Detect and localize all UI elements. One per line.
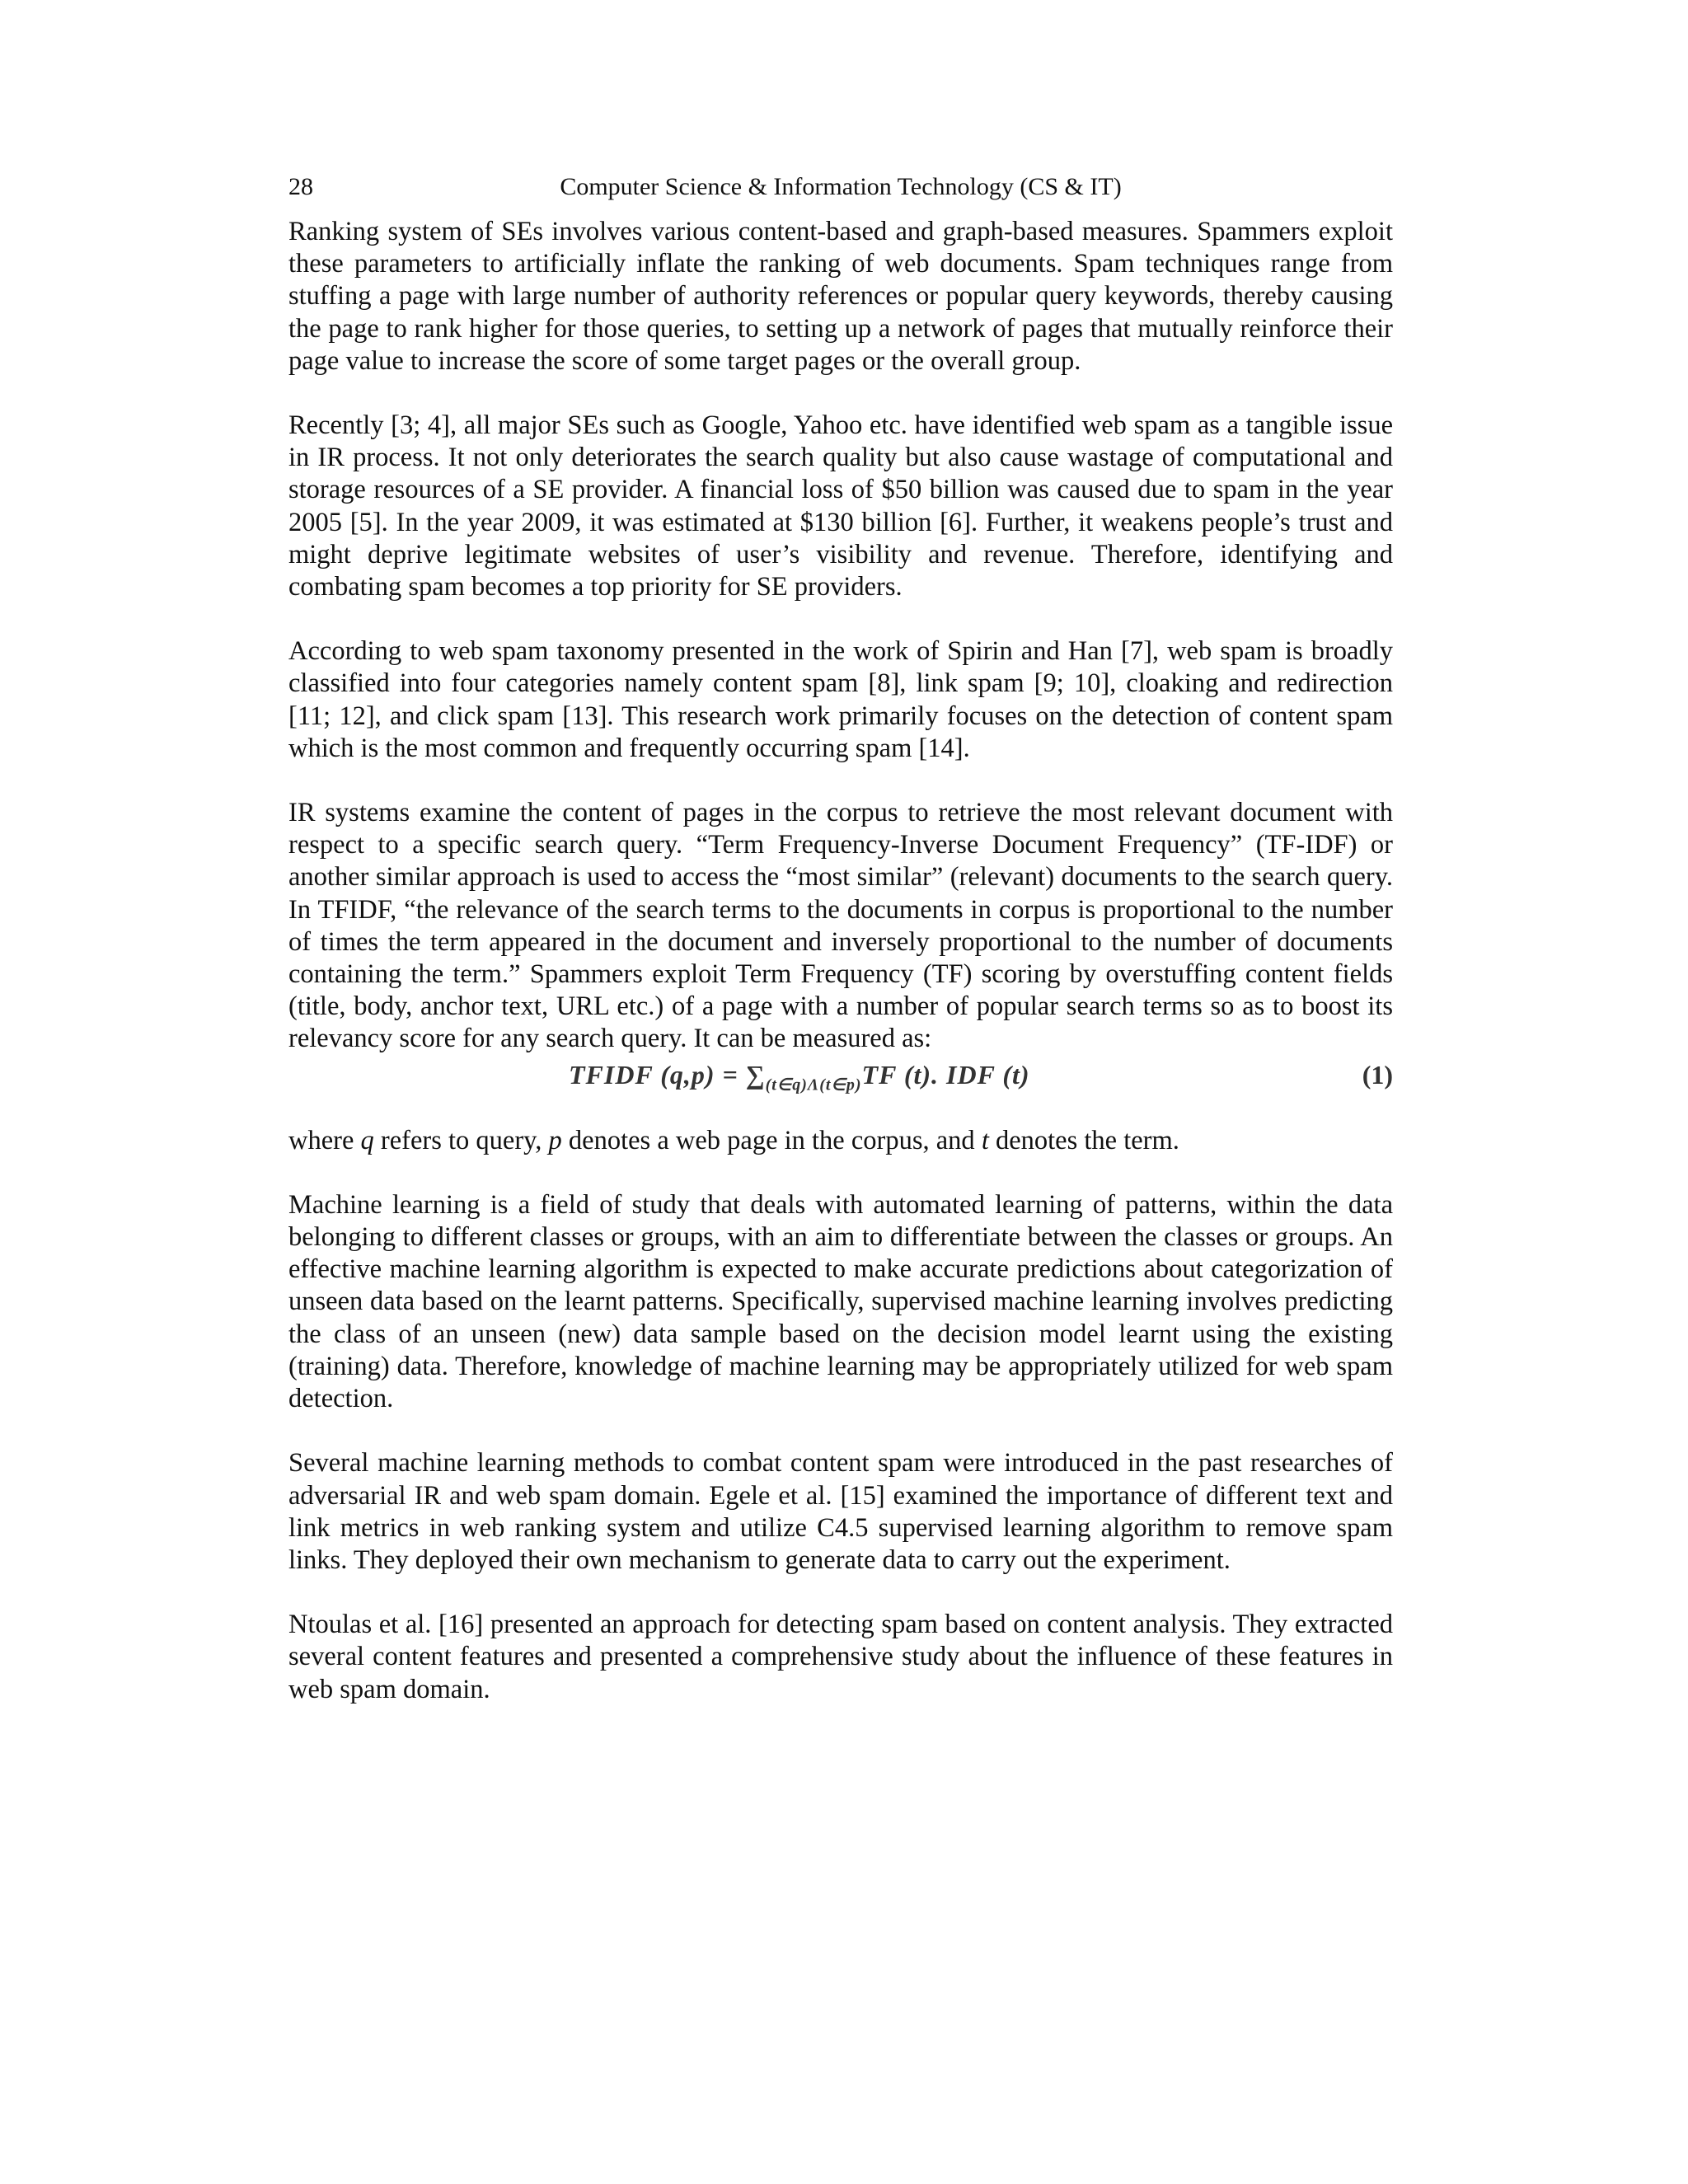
equation-number: (1) — [1362, 1059, 1393, 1090]
equation-lhs: TFIDF (q,p) = ∑ — [569, 1059, 766, 1090]
equation-formula — [569, 1059, 1030, 1102]
paragraph-tfidf: IR systems examine the content of pages in the corpus to retrieve the most relevant document with respect to a specific search query. “Term Frequency-Inverse Document Frequency” (TF-IDF) or another similar approach is used to access the “most similar” (relevant) documents to the search query. In TFIDF, “the relevance of the search terms to the documents in corpus is proportional to the number of times the term appeared in the document and inversely proportional to the number of documents containing the term.” Spammers exploit Term Frequency (TF) scoring by overstuffing content fields (title, body, anchor text, URL etc.) of a page with a number of popular search terms so as to boost its relevancy score for any search query. It can be measured as: — [288, 798, 1393, 1054]
variable-q: q — [360, 1125, 374, 1155]
paragraph-ml-methods: Several machine learning methods to combat content spam were introduced in the past researches of adversarial IR and web spam domain. Egele et al. [15] examined the importance of different text and link metrics in web ranking system and utilize C4.5 supervised learning algorithm to remove spam links. They deployed their own mechanism to generate data to carry out the experiment. — [288, 1448, 1393, 1575]
equation-rhs: TF (t). IDF (t) — [861, 1059, 1030, 1090]
where-text-2: refers to query, — [373, 1125, 549, 1155]
equation-explanation — [288, 1125, 1393, 1157]
paragraph-machine-learning: Machine learning is a field of study that deals with automated learning of patterns, within the data belonging to different classes or groups, with an aim to differentiate between the classes or groups. An effective machine learning algorithm is expected to make accurate predictions about categorization of unseen data based on the learnt patterns. Specifically, supervised machine learning involves predicting the class of an unseen (new) data sample based on the decision model learnt using the existing (training) data. Therefore, knowledge of machine learning may be appropriately utilized for web spam detection. — [288, 1189, 1393, 1414]
where-text-3: denotes a web page in the corpus, and — [561, 1125, 982, 1155]
where-text-1: where — [288, 1125, 361, 1155]
equation-tfidf — [288, 1059, 1393, 1097]
body-text — [288, 216, 1393, 1738]
paragraph-recent-spam-issue: Recently [3; 4], all major SEs such as Google, Yahoo etc. have identified web spam as a tangible issue in IR process. It not only deteriorates the search quality but also cause wastage of computational and storage resources of a SE provider. A financial loss of $50 billion was caused due to spam in the year 2005 [5]. In the year 2009, it was estimated at $130 billion [6]. Further, it weakens people’s trust and might deprive legitimate websites of user’s visibility and revenue. Therefore, identifying and combating spam becomes a top priority for SE providers. — [288, 410, 1393, 602]
running-header — [288, 171, 1393, 204]
paragraph-ranking-system: Ranking system of SEs involves various content-based and graph-based measures. Spammers exploit these parameters to artificially inflate the ranking of web documents. Spam techniques range from stuffing a page with large number of authority references or popular query keywords, thereby causing the page to rank higher for those queries, to setting up a network of pages that mutually reinforce their page value to increase the score of some target pages or the overall group. — [288, 217, 1393, 376]
where-text-4: denotes the term. — [988, 1125, 1179, 1155]
journal-title: Computer Science & Information Technology (CS & IT) — [560, 173, 1122, 200]
variable-p: p — [548, 1125, 562, 1155]
paragraph-ntoulas: Ntoulas et al. [16] presented an approach for detecting spam based on content analysis. They extracted several content features and presented a comprehensive study about the influence of these features in web spam domain. — [288, 1610, 1393, 1704]
variable-t: t — [981, 1125, 989, 1155]
equation-subscript: (t∈q)Λ(t∈p) — [765, 1076, 862, 1094]
page-number: 28 — [288, 173, 313, 200]
paragraph-spam-taxonomy: According to web spam taxonomy presented in the work of Spirin and Han [7], web spam is broadly classified into four categories namely content spam [8], link spam [9; 10], cloaking and redirection [11; 12], and click spam [13]. This research work primarily focuses on the detection of content spam which is the most common and frequently occurring spam [14]. — [288, 636, 1393, 763]
